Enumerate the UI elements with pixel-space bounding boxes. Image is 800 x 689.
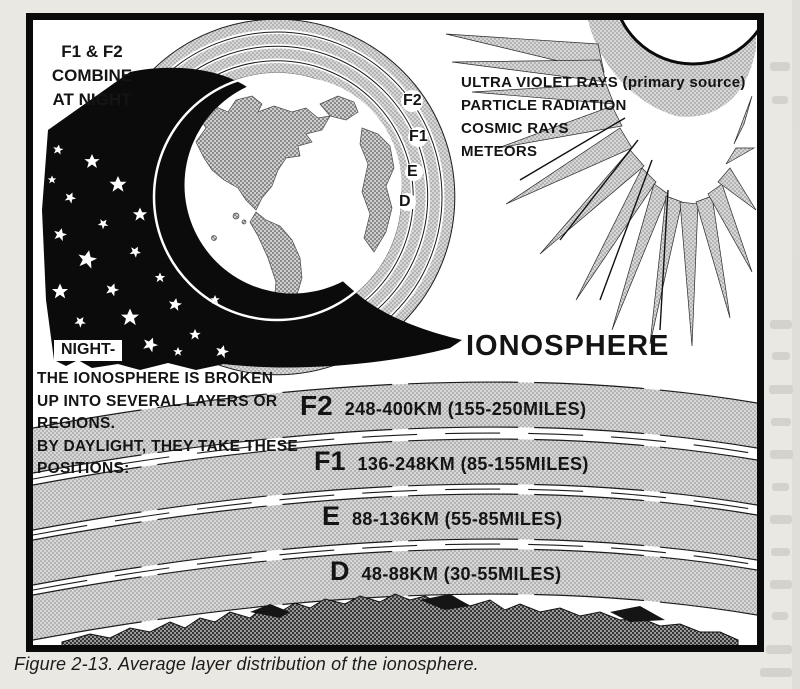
night-note-line1: THE IONOSPHERE IS BROKEN [37,370,274,387]
layer-name-e: E [322,501,341,531]
ray-label-meteors: METEORS [461,143,538,160]
layer-range-f2: 248-400KM (155-250MILES) [344,399,587,419]
night-heading: NIGHT- [54,340,122,361]
night-note [37,368,298,481]
night-note-line5: POSITIONS: [37,460,130,477]
night-note-line4: BY DAYLIGHT, THEY TAKE THESE [37,437,299,455]
sun-ray-labels [461,71,746,163]
ionosphere-title: IONOSPHERE [466,330,670,362]
ray-label-uv: ULTRA VIOLET RAYS (primary source) [461,74,746,91]
layer-row-f2 [300,390,586,422]
night-note-line2: UP INTO SEVERAL LAYERS OR [37,392,278,410]
ring-label-f1: F1 [409,128,428,145]
layer-name-d: D [330,556,350,586]
layer-range-f1: 136-248KM (85-155MILES) [357,454,589,474]
combine-note-line2: COMBINE [51,66,133,85]
ring-label-e: E [407,163,418,180]
ray-label-cosmic: COSMIC RAYS [461,120,569,137]
layer-row-e [322,501,563,532]
layer-row-f1 [314,446,589,477]
figure-caption: Figure 2-13. Average layer distribution of the ionosphere. [14,654,479,674]
layer-range-e: 88-136KM (55-85MILES) [352,509,563,529]
night-note-line3: REGIONS. [37,415,116,432]
ring-label-d: D [399,193,411,210]
combine-note [38,40,146,112]
layer-name-f1: F1 [314,446,346,476]
combine-note-line3: AT NIGHT [52,90,132,109]
layer-name-f2: F2 [300,390,333,421]
layer-row-d [330,556,562,587]
paper-ghost-text [760,0,800,689]
ray-label-particle: PARTICLE RADIATION [461,97,627,114]
layer-range-d: 48-88KM (30-55MILES) [361,564,562,584]
ring-label-f2: F2 [403,92,422,109]
combine-note-line1: F1 & F2 [61,42,123,61]
